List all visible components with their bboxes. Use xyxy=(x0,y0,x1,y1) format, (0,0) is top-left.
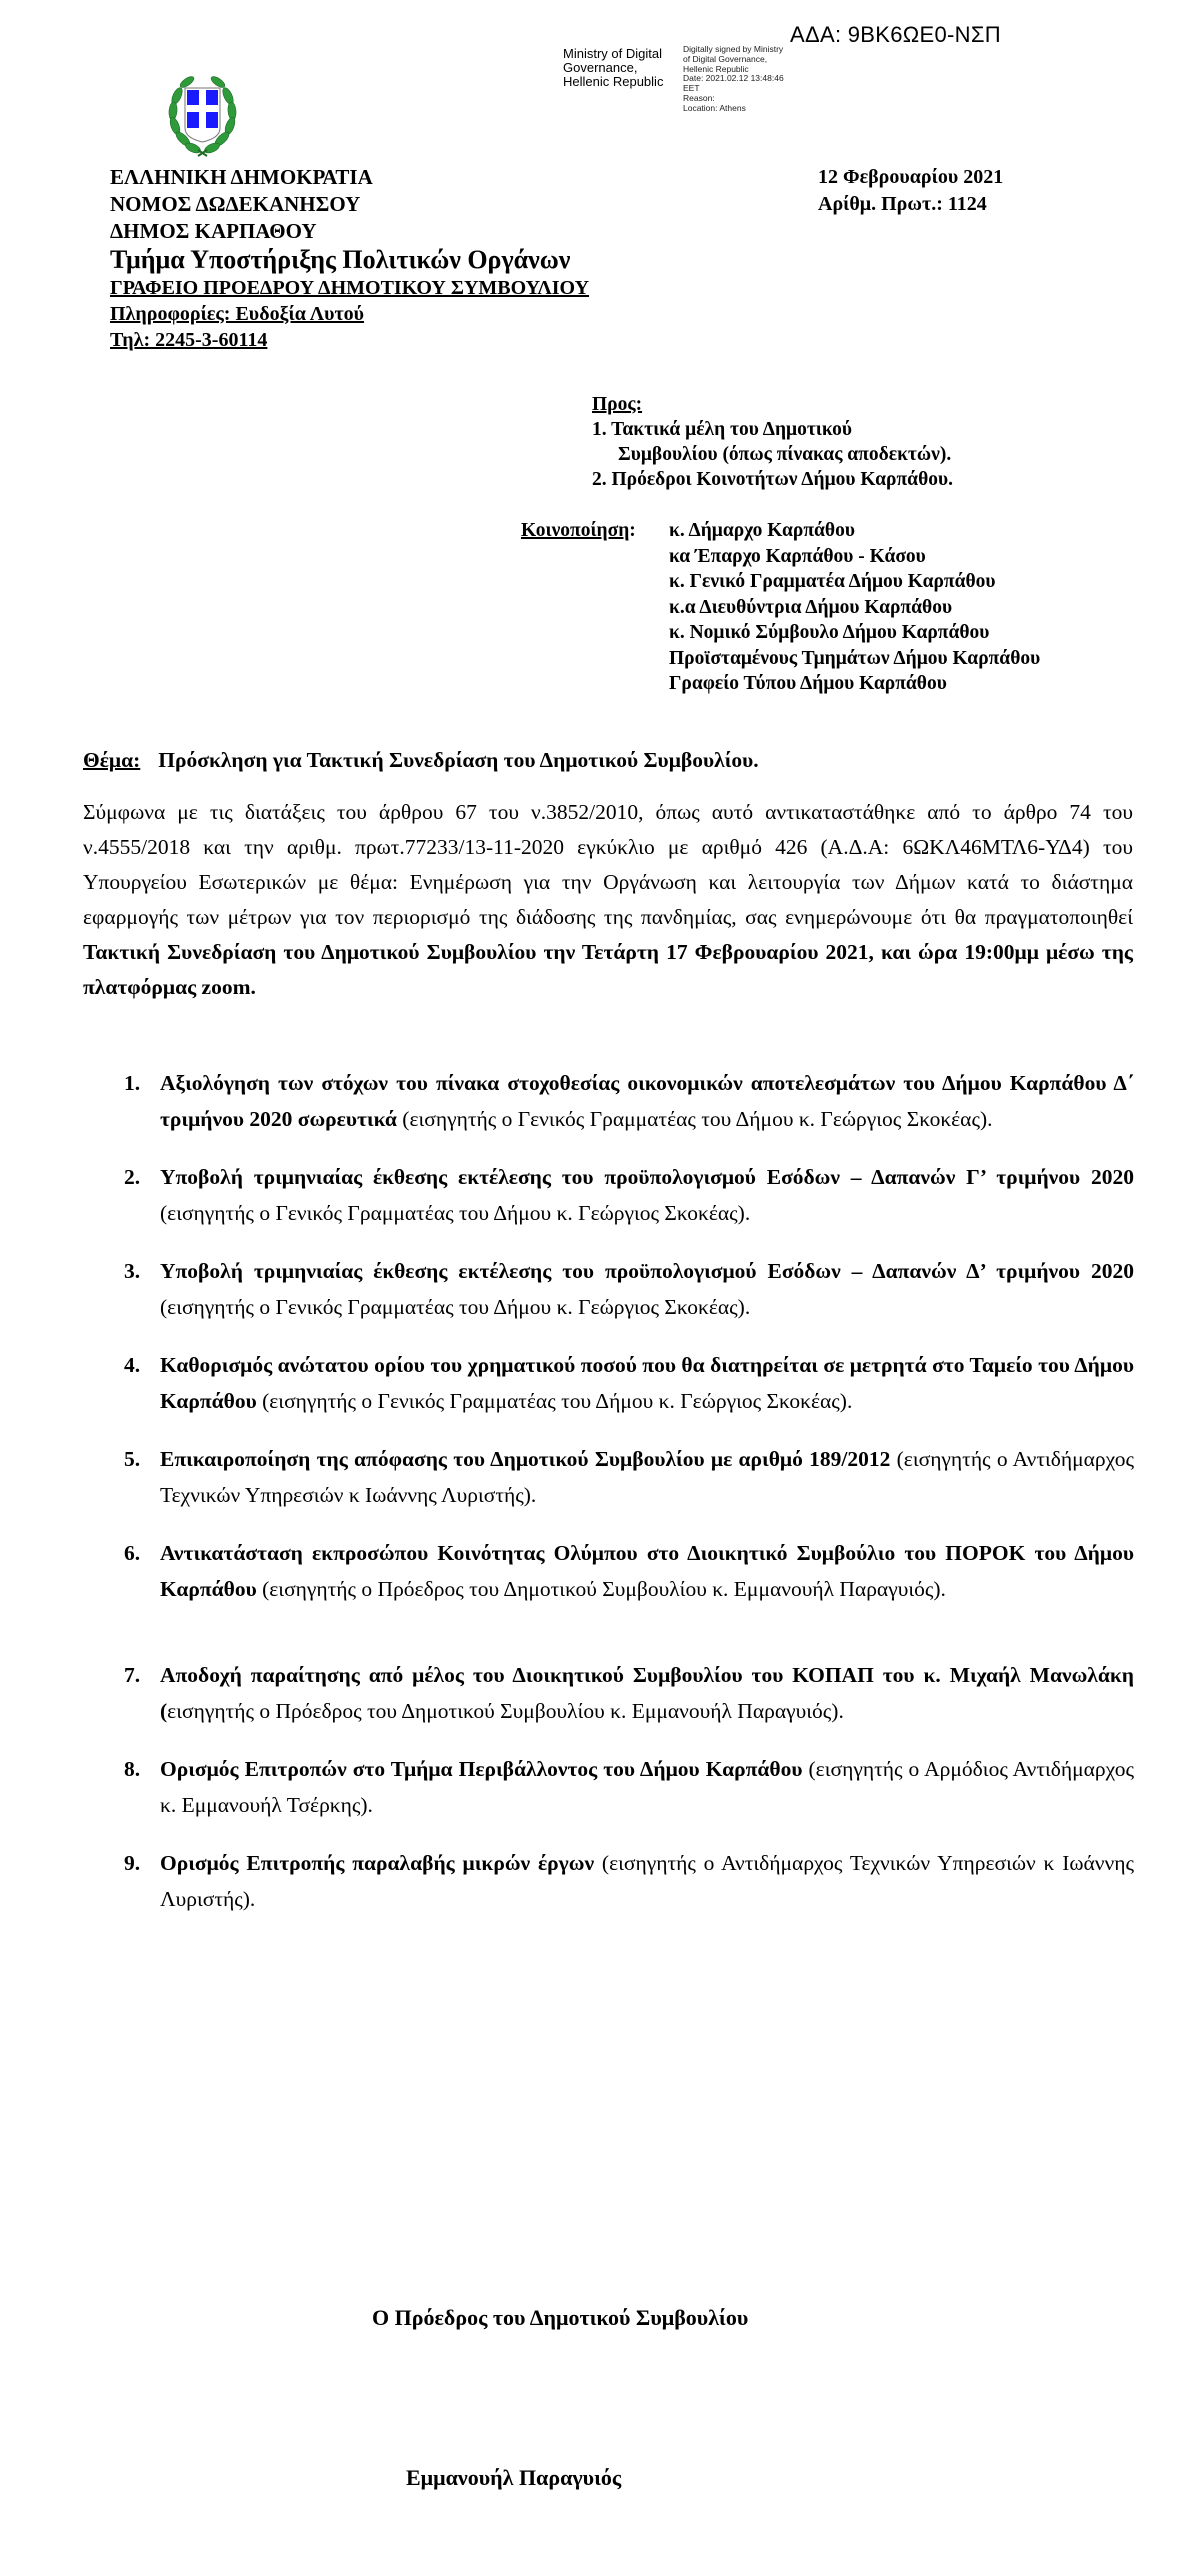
prefecture-name: ΝΟΜΟΣ ΔΩΔΕΚΑΝΗΣΟΥ xyxy=(110,192,361,216)
agenda-item xyxy=(124,1657,1134,1729)
ada-code: ΑΔΑ: 9ΒΚ6ΩΕ0-ΝΣΠ xyxy=(790,22,1001,47)
contact-info: Πληροφορίες: Ευδοξία Λυτού xyxy=(110,303,365,325)
cc-label: Κοινοποίηση xyxy=(521,520,630,541)
signature-detail-line: Hellenic Republic xyxy=(683,63,749,74)
agenda-item xyxy=(124,1751,1134,1823)
department-name: Τμήμα Υποστήριξης Πολιτικών Οργάνων xyxy=(110,245,571,274)
agenda-item-rapporteur: (εισηγητής ο Γενικός Γραμματέας του Δήμου κ. Γεώργιος Σκοκέας). xyxy=(396,1107,993,1131)
cc-item: κ. Νομικό Σύμβουλο Δήμου Καρπάθου xyxy=(669,622,990,643)
agenda-item xyxy=(124,1159,1134,1231)
cc-item: κ.α Διευθύντρια Δήμου Καρπάθου xyxy=(669,596,953,618)
agenda-item-number: 5. xyxy=(124,1447,141,1471)
agenda-item-rapporteur: (εισηγητής ο Αρμόδιος Αντιδήμαρχος κ. Εμμανουήλ Τσέρκης). xyxy=(160,1757,1134,1817)
body-meeting-details: Τακτική Συνεδρίαση του Δημοτικού Συμβουλίου την Τετάρτη 17 Φεβρουαρίου 2021, και ώρα 19:00μμ μέσω της πλατφόρμας zoom. xyxy=(83,940,1133,999)
subject-label: Θέμα: xyxy=(83,748,141,772)
cc-item: κα Έπαρχο Καρπάθου - Κάσου xyxy=(669,545,926,567)
agenda-item-number: 8. xyxy=(124,1757,141,1781)
signature-organization xyxy=(563,47,673,89)
agenda-item xyxy=(124,1347,1134,1419)
agenda-item xyxy=(124,1065,1134,1137)
signature-detail-line: Location: Athens xyxy=(683,102,746,113)
agenda-item-number: 4. xyxy=(124,1353,141,1377)
signature-detail-line: EET xyxy=(683,83,700,94)
agenda-item-title: Αποδοχή παραίτησης από μέλος του Διοικητικού Συμβουλίου του ΚΟΠΑΠ του κ. Μιχαήλ Μανωλάκη ( xyxy=(160,1663,1134,1723)
signatory-name: Εμμανουήλ Παραγυιός xyxy=(406,2465,622,2490)
signature-detail-line: of Digital Governance, xyxy=(683,53,768,64)
sender-header xyxy=(110,164,589,353)
agenda-item-rapporteur: εισηγητής ο Πρόεδρος του Δημοτικού Συμβουλίου κ. Εμμανουήλ Παραγυιός). xyxy=(167,1699,844,1723)
signature-details xyxy=(683,45,788,114)
office-name: ΓΡΑΦΕΙΟ ΠΡΟΕΔΡΟΥ ΔΗΜΟΤΙΚΟΥ ΣΥΜΒΟΥΛΙΟΥ xyxy=(110,277,590,299)
contact-phone: Τηλ: 2245-3-60114 xyxy=(110,329,268,351)
municipality-name: ΔΗΜΟΣ ΚΑΡΠΑΘΟΥ xyxy=(110,219,317,243)
agenda-list xyxy=(124,1065,1134,1917)
agenda-item-rapporteur: (εισηγητής ο Πρόεδρος του Δημοτικού Συμβουλίου κ. Εμμανουήλ Παραγυιός). xyxy=(256,1577,946,1601)
cc-item: κ. Δήμαρχο Καρπάθου xyxy=(669,520,855,541)
agenda-item-title: Καθορισμός ανώτατου ορίου του χρηματικού ποσού που θα διατηρείται σε μετρητά στο Ταμείο του Δήμου Καρπάθου xyxy=(160,1353,1134,1413)
agenda-item-title: Υποβολή τριμηνιαίας έκθεσης εκτέλεσης του προϋπολογισμού Εσόδων – Δαπανών Δ’ τριμήνου 2020 xyxy=(160,1259,1134,1283)
agenda-item-title: Επικαιροποίηση της απόφασης του Δημοτικού Συμβουλίου με αριθμό 189/2012 xyxy=(160,1447,891,1471)
recipient-item: 2. Πρόεδροι Κοινοτήτων Δήμου Καρπάθου. xyxy=(592,469,953,490)
country-name: ΕΛΛΗΝΙΚΗ ΔΗΜΟΚΡΑΤΙΑ xyxy=(110,165,373,189)
agenda-item xyxy=(124,1535,1134,1607)
agenda-item-title: Ορισμός Επιτροπών στο Τμήμα Περιβάλλοντος του Δήμου Καρπάθου xyxy=(160,1757,803,1781)
document-meta xyxy=(818,164,1003,218)
agenda-item xyxy=(124,1253,1134,1325)
greek-coat-of-arms-icon xyxy=(165,66,240,161)
agenda-item-title: Αντικατάσταση εκπροσώπου Κοινότητας Ολύμπου στο Διοικητικό Συμβούλιο του ΠΟΡΟΚ του Δήμου Καρπάθου xyxy=(160,1541,1134,1601)
recipient-item: 1. Τακτικά μέλη του Δημοτικού xyxy=(592,419,852,440)
subject-line xyxy=(83,748,759,773)
agenda-item-number: 9. xyxy=(124,1851,141,1875)
agenda-item-number: 3. xyxy=(124,1259,141,1283)
signature-detail-line: Date: 2021.02.12 13:48:46 xyxy=(683,73,784,84)
agenda-item xyxy=(124,1845,1134,1917)
agenda-item-title: Υποβολή τριμηνιαίας έκθεσης εκτέλεσης του προϋπολογισμού Εσόδων – Δαπανών Γ’ τριμήνου 2020 xyxy=(160,1165,1134,1189)
signatory-title: Ο Πρόεδρος του Δημοτικού Συμβουλίου xyxy=(372,2305,749,2330)
agenda-item-rapporteur: (εισηγητής ο Γενικός Γραμματέας του Δήμου κ. Γεώργιος Σκοκέας). xyxy=(256,1389,853,1413)
body-paragraph xyxy=(83,795,1133,1005)
cc-item: Γραφείο Τύπου Δήμου Καρπάθου xyxy=(669,673,947,694)
agenda-item-number: 1. xyxy=(124,1071,141,1095)
subject-text: Πρόσκληση για Τακτική Συνεδρίαση του Δημοτικού Συμβουλίου. xyxy=(158,748,759,772)
recipients-block xyxy=(592,392,953,492)
cc-item: κ. Γενικό Γραμματέα Δήμου Καρπάθου xyxy=(669,571,996,592)
agenda-item-rapporteur: (εισηγητής ο Αντιδήμαρχος Τεχνικών Υπηρεσιών κ Ιωάννης Λυριστής). xyxy=(160,1851,1134,1911)
signature-org-line: Hellenic Republic xyxy=(563,74,664,89)
recipients-label: Προς: xyxy=(592,394,643,415)
document-date: 12 Φεβρουαρίου 2021 xyxy=(818,166,1004,188)
agenda-item-rapporteur: (εισηγητής ο Γενικός Γραμματέας του Δήμου κ. Γεώργιος Σκοκέας). xyxy=(160,1201,751,1225)
agenda-item-number: 6. xyxy=(124,1541,141,1565)
recipient-item-continuation: Συμβουλίου (όπως πίνακας αποδεκτών). xyxy=(618,444,952,465)
signature-detail-line: Digitally signed by Ministry xyxy=(683,44,784,54)
agenda-item-title: Ορισμός Επιτροπής παραλαβής μικρών έργων xyxy=(160,1851,595,1875)
agenda-item-rapporteur: (εισηγητής ο Γενικός Γραμματέας του Δήμου κ. Γεώργιος Σκοκέας). xyxy=(160,1295,751,1319)
agenda-item xyxy=(124,1441,1134,1513)
protocol-number: Αρίθμ. Πρωτ.: 1124 xyxy=(818,193,987,215)
cc-block: Κοινοποίηση: κ. Δήμαρχο Καρπάθου κα Έπαρχο Καρπάθου - Κάσου κ. Γενικό Γραμματέα Δήμου Καρπάθου κ.α Διευθύντρια Δήμου Καρπάθου κ. Νομικό Σύμβουλο Δήμου Καρπάθου Προϊσταμένους Τμημάτων Δήμου Καρπάθου Γραφείο Τύπου Δήμου Καρπάθου xyxy=(521,518,636,544)
signature-org-line: Governance, xyxy=(563,60,638,75)
signature-org-line: Ministry of Digital xyxy=(563,46,662,61)
agenda-item-title: Αξιολόγηση των στόχων του πίνακα στοχοθεσίας οικονομικών αποτελεσμάτων του Δήμου Καρπάθου Δ΄ τριμήνου 2020 σωρευτικά xyxy=(160,1071,1134,1131)
body-intro: Σύμφωνα με τις διατάξεις του άρθρου 67 του ν.3852/2010, όπως αυτό αντικαταστάθηκε από το άρθρο 74 του ν.4555/2018 και την αριθμ. πρωτ.77233/13-11-2020 εγκύκλιο με αριθμό 426 (Α.Δ.Α: 6ΩΚΛ46ΜΤΛ6-ΥΔ4) του Υπουργείου Εσωτερικών με θέμα: Ενημέρωση για την Οργάνωση και λειτουργία των Δήμων κατά το διάστημα εφαρμογής των μέτρων για τον περιορισμό της διάδοσης της πανδημίας, σας ενημερώνουμε ότι θα πραγματοποιηθεί xyxy=(83,800,1133,929)
cc-list xyxy=(669,518,1040,697)
agenda-item-number: 2. xyxy=(124,1165,141,1189)
agenda-item-rapporteur: (εισηγητής ο Αντιδήμαρχος Τεχνικών Υπηρεσιών κ Ιωάννης Λυριστής). xyxy=(160,1447,1134,1507)
signature-detail-line: Reason: xyxy=(683,92,715,103)
agenda-item-number: 7. xyxy=(124,1663,141,1687)
cc-item: Προϊσταμένους Τμημάτων Δήμου Καρπάθου xyxy=(669,647,1041,669)
